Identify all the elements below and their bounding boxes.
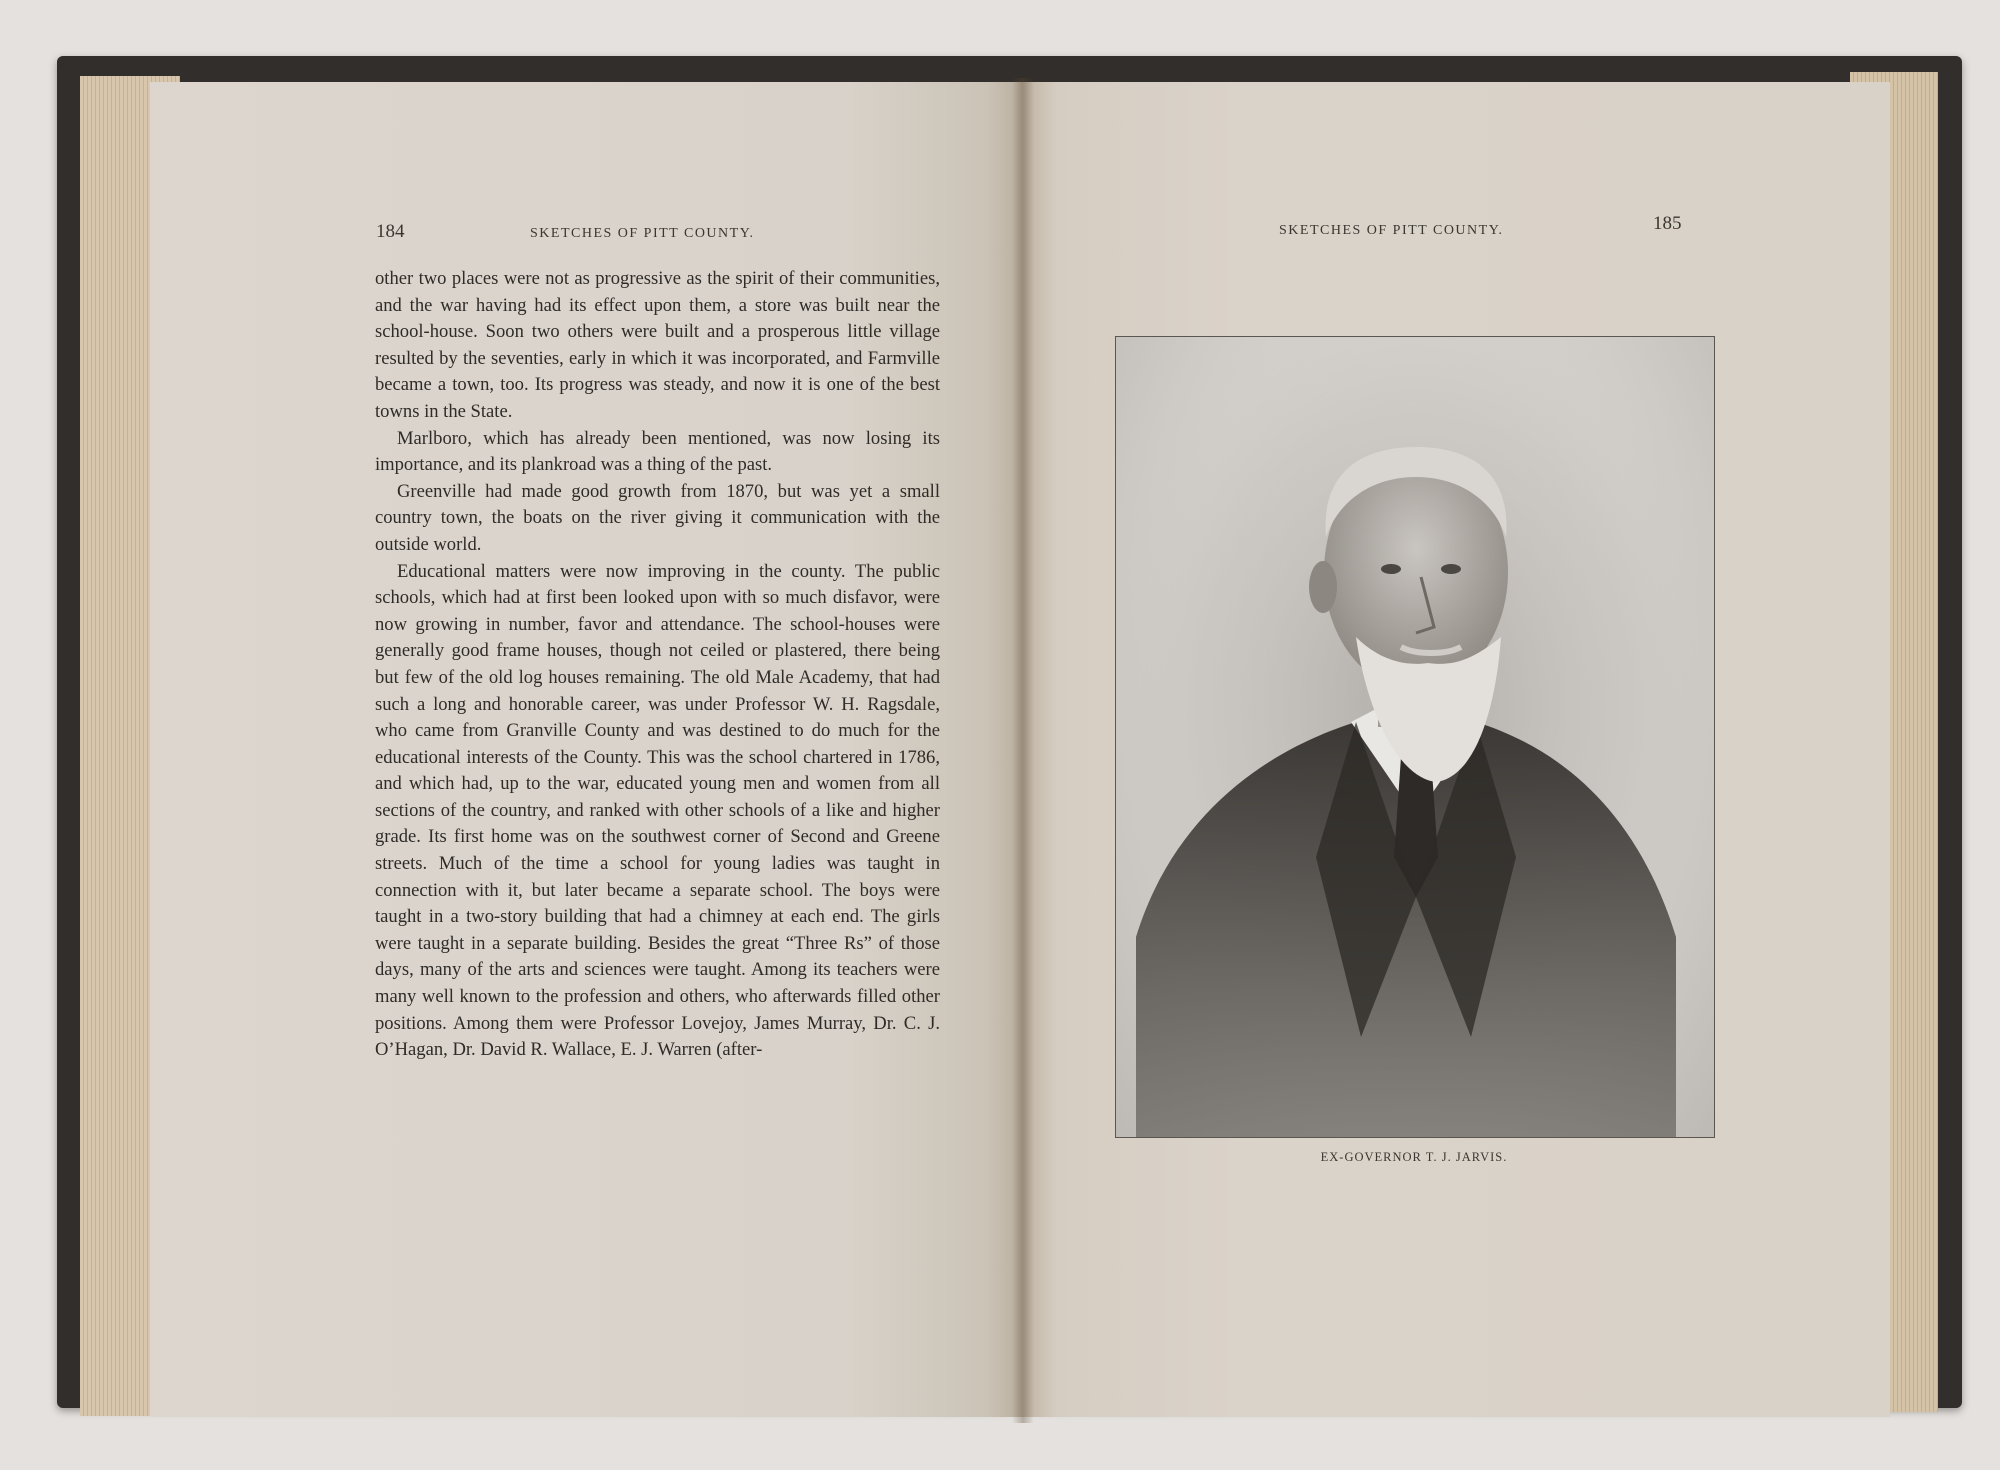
portrait-engraving (1116, 337, 1714, 1137)
paragraph: other two places were not as progressive as the spirit of their communities, and the war having had its effect upon them, a store was built near the school-house. Soon two others were built and a prosperous little village resulted by the seventies, early in which it was incorporated, and Farmville became a town, too. Its progress was steady, and now it is one of the best towns in the State. (375, 268, 940, 422)
left-page-body (375, 266, 940, 1064)
paragraph: Greenville had made good growth from 1870, but was yet a small country town, the boats on the river giving it communication with the outside world. (375, 480, 940, 555)
right-running-head: SKETCHES OF PITT COUNTY. (1279, 223, 1504, 238)
left-running-head: SKETCHES OF PITT COUNTY. (530, 226, 755, 241)
paragraph: Educational matters were now improving in the county. The public schools, which had at first been looked upon with so much disfavor, were now growing in number, favor and attendance. The school-houses were generally good frame houses, though not ceiled or plastered, there being but few of the old log houses remaining. The old Male Academy, that had such a long and honorable career, was under Professor W. H. Ragsdale, who came from Granville County and was destined to do much for the educational interests of the County. This was the school chartered in 1786, and which had, up to the war, educated young men and women from all sections of the country, and ranked with other schools of a like and higher grade. Its first home was on the southwest corner of Second and Greene streets. Much of the time a school for young ladies was taught in connection with it, but later became a separate school. The boys were taught in a two-story building that had a chimney at each end. The girls were taught in a separate building. Besides the great “Three Rs” of those days, many of the arts and sciences were taught. Among its teachers were many well known to the profession and others, who afterwards filled other positions. Among them were Professor Lovejoy, James Murray, Dr. C. J. O’Hagan, Dr. David R. Wallace, E. J. Warren (after- (375, 560, 940, 1061)
portrait-caption: EX-GOVERNOR T. J. JARVIS. (1320, 1150, 1508, 1164)
paragraph: Marlboro, which has already been mentioned, was now losing its importance, and its plankroad was a thing of the past. (375, 427, 940, 476)
left-page-number: 184 (376, 221, 405, 242)
portrait-plate (1115, 336, 1715, 1138)
book-gutter (1012, 78, 1034, 1423)
right-page-number: 185 (1653, 213, 1682, 234)
